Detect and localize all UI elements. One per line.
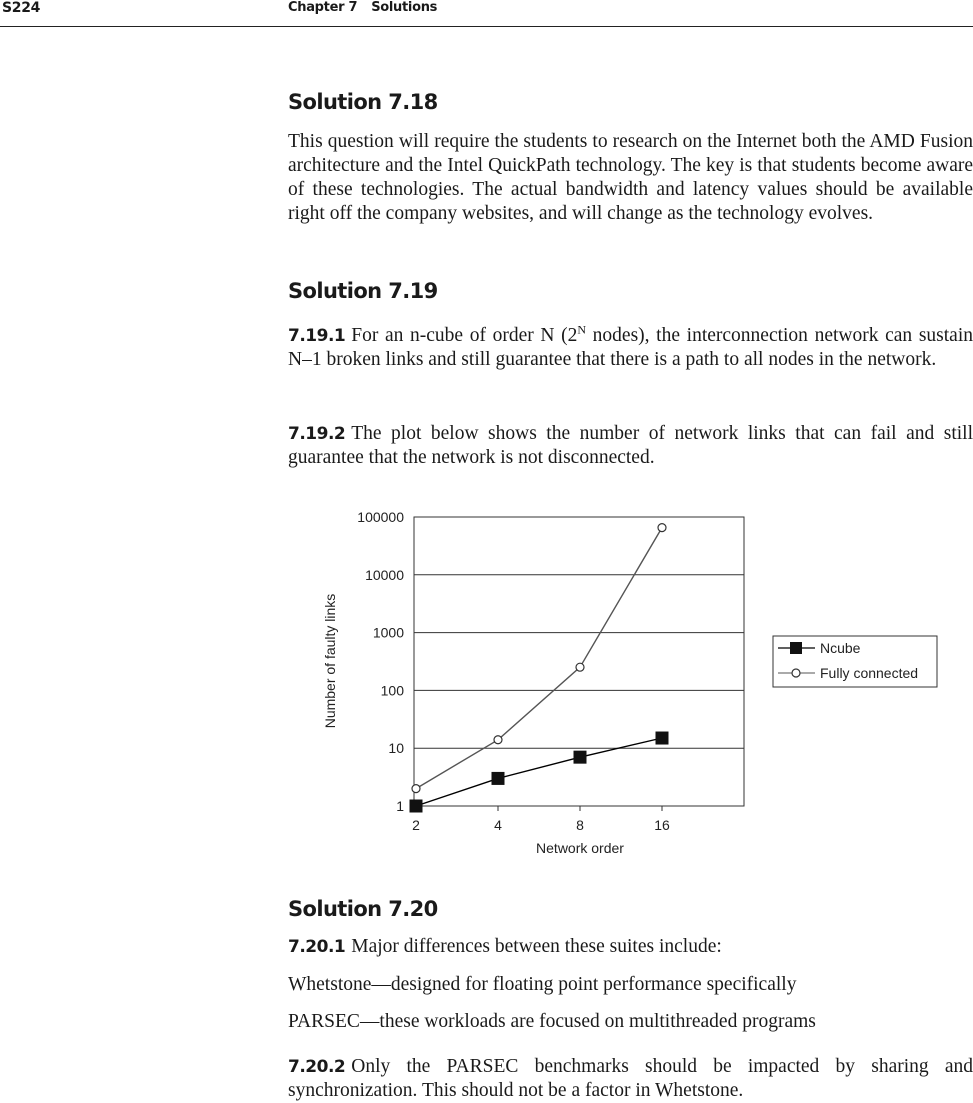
section-label: Solutions <box>371 0 438 15</box>
y-tick-label: 100000 <box>357 509 404 525</box>
x-tick-label: 8 <box>576 817 584 833</box>
item-number: 7.20.2 <box>288 1057 346 1077</box>
data-point-fully-connected <box>576 663 584 671</box>
y-tick-label: 1 <box>396 798 404 814</box>
series-line-fully-connected <box>416 528 662 789</box>
x-axis-label: Network order <box>536 840 624 856</box>
data-point-ncube <box>492 772 505 785</box>
item-number: 7.20.1 <box>288 937 346 957</box>
y-tick-label: 100 <box>380 682 404 699</box>
data-point-fully-connected <box>412 785 420 793</box>
chapter-label: Chapter 7 <box>288 0 358 15</box>
superscript: N <box>577 322 587 337</box>
paragraph-text: Major differences between these suites include: <box>351 936 722 957</box>
y-tick-label: 10000 <box>365 566 404 583</box>
paragraph-text: For an n-cube of order N (2 <box>351 325 578 346</box>
page-number: S224 <box>2 0 41 16</box>
x-tick-label: 4 <box>494 817 502 833</box>
parsec-line: PARSEC—these workloads are focused on multithreaded programs <box>288 1011 816 1032</box>
legend-marker-ncube <box>790 642 802 654</box>
y-axis-label: Number of faulty links <box>322 593 338 729</box>
legend-marker-fully-connected <box>792 669 800 677</box>
data-point-fully-connected <box>658 524 666 532</box>
solution-7-18-heading: Solution 7.18 <box>288 90 438 114</box>
paragraph-text: Only the PARSEC benchmarks should be impacted by sharing and synchronization. This should not be a factor in Whetstone. <box>288 1056 973 1101</box>
legend-label-ncube: Ncube <box>820 640 861 656</box>
data-point-fully-connected <box>494 736 502 744</box>
solution-7-20-heading: Solution 7.20 <box>288 897 438 921</box>
chart-legend <box>773 636 937 687</box>
data-point-ncube <box>410 800 423 813</box>
y-tick-label: 10 <box>388 740 404 757</box>
chart-series <box>410 524 669 813</box>
y-tick-label: 1000 <box>372 624 404 641</box>
item-number: 7.19.2 <box>288 424 346 444</box>
paragraph-text-cont: nodes), the interconnection network can sustain N–1 broken links and still guarantee that there is a path to all nodes in the network. <box>288 325 973 370</box>
x-tick-label: 16 <box>654 817 670 833</box>
chart-ticks <box>357 509 670 833</box>
data-point-ncube <box>656 732 669 745</box>
solution-7-19-heading: Solution 7.19 <box>288 279 438 303</box>
legend-label-fully-connected: Fully connected <box>820 665 919 681</box>
data-point-ncube <box>574 751 587 764</box>
paragraph-text: The plot below shows the number of network links that can fail and still guarantee that the network is not disconnected. <box>288 423 973 468</box>
whetstone-line: Whetstone—designed for floating point performance specifically <box>288 974 797 995</box>
solution-7-18-body: This question will require the students to research on the Internet both the AMD Fusion architecture and the Intel QuickPath technology. The key is that students become aware of these technologies. The actual bandwidth and latency values should be available right off the company websites, and will change as the technology evolves. <box>288 131 973 224</box>
x-tick-label: 2 <box>412 817 420 833</box>
item-number: 7.19.1 <box>288 326 346 346</box>
